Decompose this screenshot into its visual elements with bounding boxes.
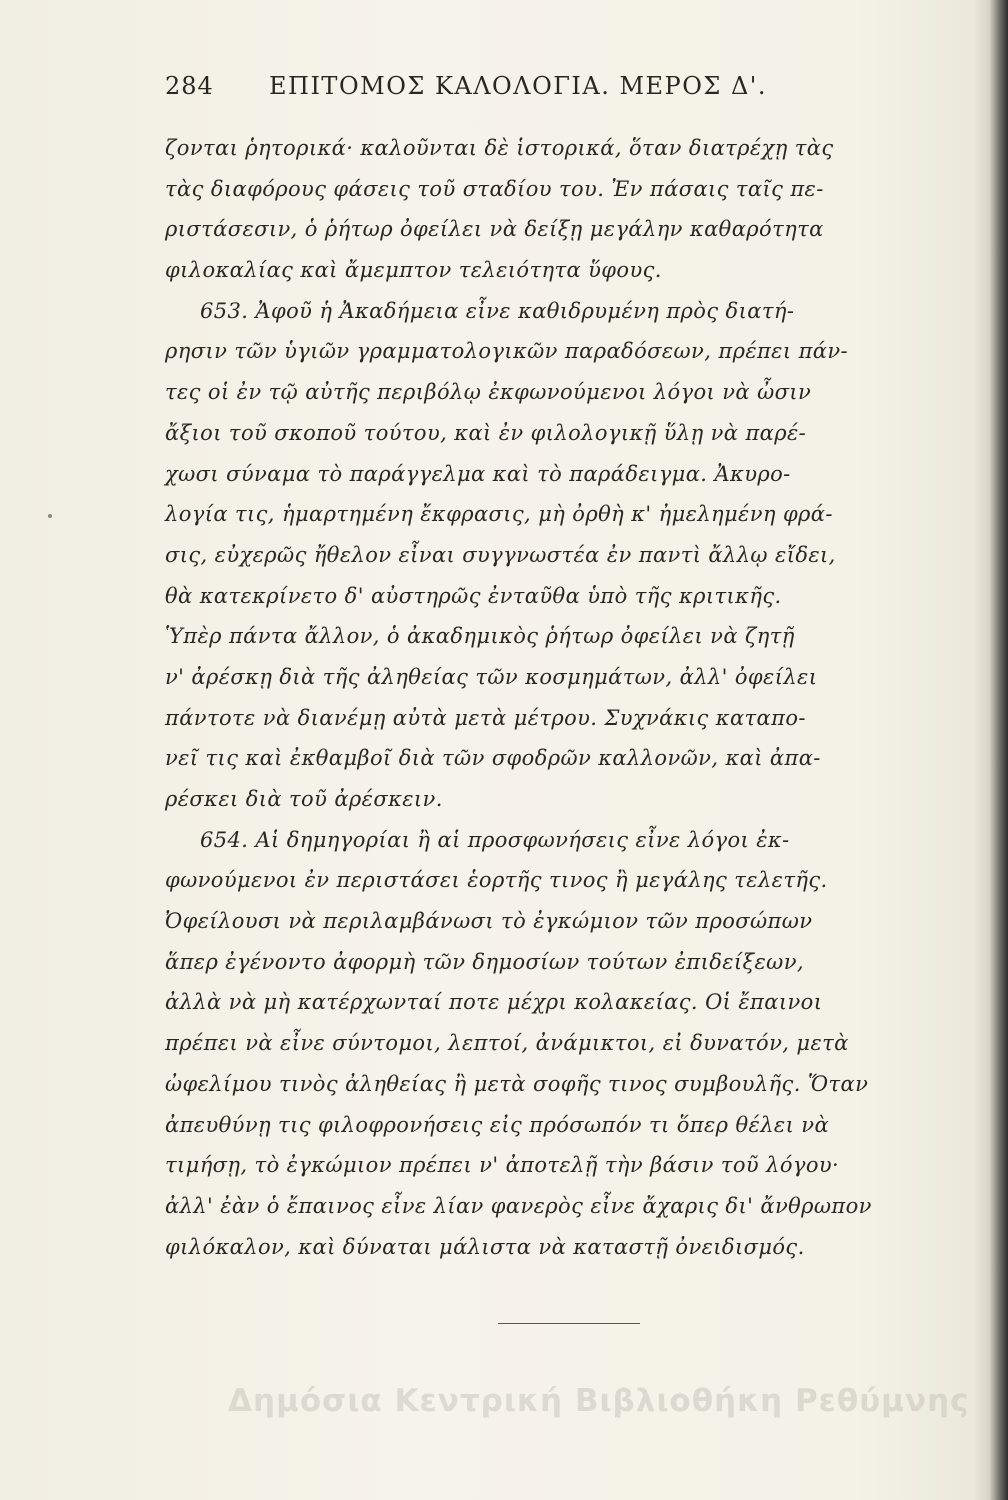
text-line: ζονται ῥητορικά· καλοῦνται δὲ ἱστορικά, ὅταν διατρέχῃ τὰς <box>165 136 834 160</box>
text-line: φωνούμενοι ἐν περιστάσει ἑορτῆς τινος ἢ μεγάλης τελετῆς. <box>165 868 828 893</box>
body-text <box>165 128 955 1267</box>
text-line: πάντοτε νὰ διανέμῃ αὐτὰ μετὰ μέτρου. Συχνάκις καταπο- <box>165 705 806 730</box>
text-line: τες οἱ ἐν τῷ αὐτῆς περιβόλῳ ἐκφωνούμενοι λόγοι νὰ ὦσιν <box>165 380 812 405</box>
text-line: ρησιν τῶν ὑγιῶν γραμματολογικῶν παραδόσεων, πρέπει πάν- <box>165 339 849 364</box>
text-line: πρέπει νὰ εἶνε σύντομοι, λεπτοί, ἀνάμικτοι, εἰ δυνατόν, μετὰ <box>165 1031 849 1056</box>
text-line: τιμήσῃ, τὸ ἐγκώμιον πρέπει ν' ἀποτελῇ τὴν βάσιν τοῦ λόγου· <box>165 1153 840 1178</box>
paper-speck <box>48 514 52 518</box>
closing-rule <box>498 1323 640 1324</box>
text-line: λογία τις, ἡμαρτημένη ἔκφρασις, μὴ ὀρθὴ κ' ἠμελημένη φρά- <box>165 502 833 527</box>
text-line: θὰ κατεκρίνετο δ' αὐστηρῶς ἐνταῦθα ὑπὸ τῆς κριτικῆς. <box>165 583 782 608</box>
text-line: τὰς διαφόρους φάσεις τοῦ σταδίου του. Ἐν πάσαις ταῖς πε- <box>165 176 824 201</box>
text-line: ρέσκει διὰ τοῦ ἀρέσκειν. <box>165 787 443 811</box>
page-edge-shadow <box>974 0 1008 1500</box>
text-line: φιλοκαλίας καὶ ἄμεμπτον τελειότητα ὕφους. <box>165 258 662 283</box>
text-line: ἀλλὰ νὰ μὴ κατέρχωνταί ποτε μέχρι κολακείας. Οἱ ἔπαινοι <box>165 990 823 1015</box>
text-line: νεῖ τις καὶ ἐκθαμβοῖ διὰ τῶν σφοδρῶν καλλονῶν, καὶ ἀπα- <box>165 746 821 771</box>
text-line: σις, εὐχερῶς ἤθελον εἶναι συγγνωστέα ἐν παντὶ ἄλλῳ εἴδει, <box>165 542 836 567</box>
text-line: ἄξιοι τοῦ σκοποῦ τούτου, καὶ ἐν φιλολογικῇ ὕλῃ νὰ παρέ- <box>165 420 807 445</box>
text-line: ἀπευθύνῃ τις φιλοφρονήσεις εἰς πρόσωπόν τι ὅπερ θέλει νὰ <box>165 1112 830 1137</box>
text-line: ἅπερ ἐγένοντο ἀφορμὴ τῶν δημοσίων τούτων ἐπιδείξεων, <box>165 949 804 974</box>
paragraph-653-start: 653. Ἀφοῦ ἡ Ἀκαδήμεια εἶνε καθιδρυμένη πρὸς διατή- <box>200 298 795 323</box>
text-line: ν' ἀρέσκῃ διὰ τῆς ἀληθείας τῶν κοσμημάτων, ἀλλ' ὀφείλει <box>165 664 818 689</box>
text-line: ριστάσεσιν, ὁ ῥήτωρ ὀφείλει νὰ δείξῃ μεγάλην καθαρότητα <box>165 217 824 242</box>
text-line: φιλόκαλον, καὶ δύναται μάλιστα νὰ καταστῇ ὀνειδισμός. <box>165 1234 805 1259</box>
text-line: Ὀφείλουσι νὰ περιλαμβάνωσι τὸ ἐγκώμιον τῶν προσώπων <box>165 909 813 934</box>
text-line: ἀλλ' ἐὰν ὁ ἔπαινος εἶνε λίαν φανερὸς εἶνε ἄχαρις δι' ἄνθρωπον <box>165 1193 872 1218</box>
paragraph-654-start: 654. Αἱ δημηγορίαι ἢ αἱ προσφωνήσεις εἶνε λόγοι ἐκ- <box>200 827 790 852</box>
text-line: Ὑπὲρ πάντα ἄλλον, ὁ ἀκαδημικὸς ῥήτωρ ὀφείλει νὰ ζητῇ <box>165 624 795 649</box>
text-line: χωσι σύναμα τὸ παράγγελμα καὶ τὸ παράδειγμα. Ἀκυρο- <box>165 461 791 486</box>
running-title: ΕΠΙΤΟΜΟΣ ΚΑΛΟΛΟΓΙΑ. ΜΕΡΟΣ Δ'. <box>269 72 768 100</box>
page-header <box>165 72 925 108</box>
page-number: 284 <box>165 72 214 100</box>
text-line: ὠφελίμου τινὸς ἀληθείας ἢ μετὰ σοφῆς τινος συμβουλῆς. Ὅταν <box>165 1071 869 1096</box>
library-watermark: Δημόσια Κεντρική Βιβλιοθήκη Ρεθύμνης <box>228 1383 970 1419</box>
